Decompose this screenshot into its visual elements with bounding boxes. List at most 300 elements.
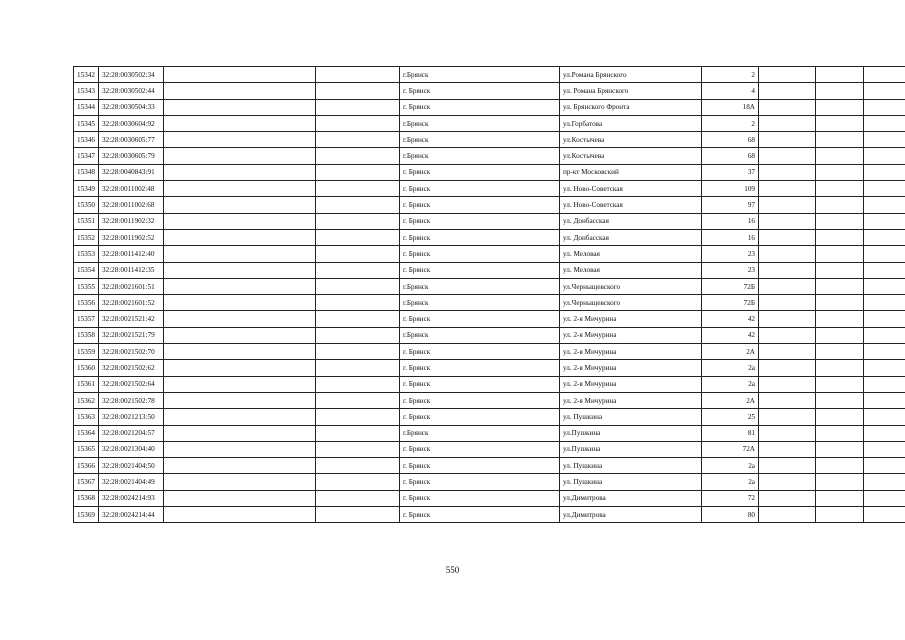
city-cell: г. Брянск — [400, 376, 560, 392]
empty-cell — [316, 148, 400, 164]
empty-cell — [864, 458, 905, 474]
street-cell: ул. 2-я Мичурина — [560, 344, 702, 360]
cadastral-number-cell: 32:28:0021304:40 — [99, 441, 164, 457]
city-cell: г.Брянск — [400, 295, 560, 311]
empty-cell — [816, 148, 864, 164]
empty-cell — [316, 327, 400, 343]
cadastral-number-cell: 32:28:0021213:50 — [99, 409, 164, 425]
house-number-cell: 2а — [702, 474, 759, 490]
empty-cell — [164, 67, 316, 83]
table-row — [74, 278, 905, 294]
empty-cell — [316, 181, 400, 197]
empty-cell — [816, 344, 864, 360]
empty-cell — [316, 213, 400, 229]
city-cell: г. Брянск — [400, 213, 560, 229]
cadastral-number-cell: 32:28:0021204:57 — [99, 425, 164, 441]
empty-cell — [164, 392, 316, 408]
house-number-cell: 25 — [702, 409, 759, 425]
empty-cell — [759, 83, 816, 99]
row-number-cell: 15368 — [74, 490, 99, 506]
city-cell: г.Брянск — [400, 115, 560, 131]
empty-cell — [759, 99, 816, 115]
street-cell: ул. 2-я Мичурина — [560, 392, 702, 408]
street-cell: ул.Пушкина — [560, 441, 702, 457]
house-number-cell: 4 — [702, 83, 759, 99]
empty-cell — [864, 392, 905, 408]
empty-cell — [864, 229, 905, 245]
row-number-cell: 15345 — [74, 115, 99, 131]
cadastral-number-cell: 32:28:0011002:68 — [99, 197, 164, 213]
empty-cell — [864, 360, 905, 376]
empty-cell — [316, 490, 400, 506]
empty-cell — [816, 327, 864, 343]
city-cell: г. Брянск — [400, 474, 560, 490]
city-cell: г.Брянск — [400, 148, 560, 164]
empty-cell — [164, 83, 316, 99]
house-number-cell: 23 — [702, 246, 759, 262]
row-number-cell: 15355 — [74, 278, 99, 294]
empty-cell — [816, 458, 864, 474]
cadastral-number-cell: 32:28:0024214:93 — [99, 490, 164, 506]
cadastral-number-cell: 32:28:0011902:32 — [99, 213, 164, 229]
table-row — [74, 458, 905, 474]
house-number-cell: 68 — [702, 132, 759, 148]
empty-cell — [864, 311, 905, 327]
cadastral-number-cell: 32:28:0011412:35 — [99, 262, 164, 278]
empty-cell — [864, 115, 905, 131]
street-cell: ул.Пушкина — [560, 425, 702, 441]
empty-cell — [864, 83, 905, 99]
house-number-cell: 37 — [702, 164, 759, 180]
city-cell: г. Брянск — [400, 311, 560, 327]
table-row — [74, 409, 905, 425]
cadastral-number-cell: 32:28:0021601:52 — [99, 295, 164, 311]
empty-cell — [164, 246, 316, 262]
street-cell: ул. Брянского Фронта — [560, 99, 702, 115]
street-cell: ул. 2-я Мичурина — [560, 311, 702, 327]
row-number-cell: 15346 — [74, 132, 99, 148]
row-number-cell: 15349 — [74, 181, 99, 197]
table-row — [74, 164, 905, 180]
empty-cell — [164, 327, 316, 343]
empty-cell — [816, 490, 864, 506]
empty-cell — [816, 229, 864, 245]
row-number-cell: 15365 — [74, 441, 99, 457]
cadastral-number-cell: 32:28:0021502:70 — [99, 344, 164, 360]
empty-cell — [759, 197, 816, 213]
empty-cell — [164, 99, 316, 115]
empty-cell — [816, 392, 864, 408]
empty-cell — [759, 490, 816, 506]
street-cell: ул. Меловая — [560, 246, 702, 262]
row-number-cell: 15352 — [74, 229, 99, 245]
empty-cell — [316, 246, 400, 262]
house-number-cell: 2 — [702, 115, 759, 131]
empty-cell — [759, 181, 816, 197]
cadastral-number-cell: 32:28:0030605:77 — [99, 132, 164, 148]
empty-cell — [164, 441, 316, 457]
empty-cell — [759, 360, 816, 376]
empty-cell — [759, 474, 816, 490]
row-number-cell: 15353 — [74, 246, 99, 262]
cadastral-number-cell: 32:28:0011902:52 — [99, 229, 164, 245]
empty-cell — [316, 507, 400, 523]
empty-cell — [864, 148, 905, 164]
table-row — [74, 490, 905, 506]
registry-table — [73, 66, 905, 523]
empty-cell — [759, 409, 816, 425]
table-row — [74, 132, 905, 148]
empty-cell — [864, 262, 905, 278]
row-number-cell: 15356 — [74, 295, 99, 311]
empty-cell — [759, 376, 816, 392]
empty-cell — [864, 409, 905, 425]
city-cell: г. Брянск — [400, 490, 560, 506]
table-row — [74, 311, 905, 327]
row-number-cell: 15351 — [74, 213, 99, 229]
house-number-cell: 2а — [702, 458, 759, 474]
cadastral-number-cell: 32:28:0030604:92 — [99, 115, 164, 131]
empty-cell — [816, 409, 864, 425]
empty-cell — [816, 115, 864, 131]
empty-cell — [164, 148, 316, 164]
row-number-cell: 15354 — [74, 262, 99, 278]
street-cell: ул. Пушкина — [560, 458, 702, 474]
city-cell: г. Брянск — [400, 164, 560, 180]
cadastral-number-cell: 32:28:0011412:40 — [99, 246, 164, 262]
empty-cell — [164, 278, 316, 294]
page-number: 550 — [445, 565, 460, 575]
city-cell: г. Брянск — [400, 83, 560, 99]
cadastral-number-cell: 32:28:0021601:51 — [99, 278, 164, 294]
street-cell: ул.Костычева — [560, 132, 702, 148]
empty-cell — [759, 278, 816, 294]
cadastral-number-cell: 32:28:0011002:48 — [99, 181, 164, 197]
empty-cell — [759, 344, 816, 360]
empty-cell — [164, 360, 316, 376]
table-row — [74, 327, 905, 343]
row-number-cell: 15344 — [74, 99, 99, 115]
city-cell: г. Брянск — [400, 441, 560, 457]
row-number-cell: 15360 — [74, 360, 99, 376]
table-row — [74, 181, 905, 197]
table-row — [74, 474, 905, 490]
empty-cell — [316, 425, 400, 441]
empty-cell — [759, 311, 816, 327]
city-cell: г. Брянск — [400, 360, 560, 376]
table-row — [74, 99, 905, 115]
city-cell: г. Брянск — [400, 344, 560, 360]
empty-cell — [816, 376, 864, 392]
empty-cell — [864, 164, 905, 180]
empty-cell — [816, 311, 864, 327]
empty-cell — [316, 229, 400, 245]
table-row — [74, 83, 905, 99]
empty-cell — [759, 213, 816, 229]
city-cell: г. Брянск — [400, 197, 560, 213]
empty-cell — [816, 197, 864, 213]
empty-cell — [316, 164, 400, 180]
empty-cell — [816, 132, 864, 148]
cadastral-number-cell: 32:28:0024214:44 — [99, 507, 164, 523]
house-number-cell: 2А — [702, 344, 759, 360]
empty-cell — [864, 246, 905, 262]
city-cell: г.Брянск — [400, 132, 560, 148]
house-number-cell: 109 — [702, 181, 759, 197]
table-row — [74, 344, 905, 360]
cadastral-number-cell: 32:28:0021521:79 — [99, 327, 164, 343]
city-cell: г. Брянск — [400, 392, 560, 408]
table-row — [74, 246, 905, 262]
empty-cell — [164, 229, 316, 245]
empty-cell — [759, 132, 816, 148]
empty-cell — [164, 474, 316, 490]
table-row — [74, 148, 905, 164]
empty-cell — [164, 164, 316, 180]
empty-cell — [316, 132, 400, 148]
street-cell: ул. Пушкина — [560, 474, 702, 490]
empty-cell — [759, 262, 816, 278]
city-cell: г. Брянск — [400, 458, 560, 474]
empty-cell — [759, 327, 816, 343]
empty-cell — [864, 507, 905, 523]
empty-cell — [759, 392, 816, 408]
empty-cell — [864, 376, 905, 392]
house-number-cell: 16 — [702, 213, 759, 229]
table-row — [74, 115, 905, 131]
empty-cell — [316, 344, 400, 360]
row-number-cell: 15358 — [74, 327, 99, 343]
empty-cell — [816, 360, 864, 376]
street-cell: ул.Димитрова — [560, 490, 702, 506]
empty-cell — [316, 115, 400, 131]
empty-cell — [864, 67, 905, 83]
table-row — [74, 67, 905, 83]
street-cell: ул.Черныщевского — [560, 278, 702, 294]
empty-cell — [164, 295, 316, 311]
street-cell: ул.Димитрова — [560, 507, 702, 523]
table-row — [74, 425, 905, 441]
house-number-cell: 2а — [702, 376, 759, 392]
empty-cell — [316, 360, 400, 376]
house-number-cell: 97 — [702, 197, 759, 213]
empty-cell — [864, 181, 905, 197]
empty-cell — [164, 376, 316, 392]
registry-table-body — [74, 67, 905, 523]
empty-cell — [164, 262, 316, 278]
empty-cell — [816, 295, 864, 311]
table-row — [74, 197, 905, 213]
house-number-cell: 42 — [702, 327, 759, 343]
city-cell: г. Брянск — [400, 409, 560, 425]
cadastral-number-cell: 32:28:0030504:33 — [99, 99, 164, 115]
street-cell: ул. Романа Брянского — [560, 83, 702, 99]
table-row — [74, 262, 905, 278]
street-cell: пр-кт Московский — [560, 164, 702, 180]
empty-cell — [864, 278, 905, 294]
cadastral-number-cell: 32:28:0030502:44 — [99, 83, 164, 99]
street-cell: ул. Донбасская — [560, 229, 702, 245]
empty-cell — [759, 458, 816, 474]
empty-cell — [864, 132, 905, 148]
city-cell: г. Брянск — [400, 246, 560, 262]
empty-cell — [164, 311, 316, 327]
empty-cell — [816, 507, 864, 523]
table-row — [74, 360, 905, 376]
house-number-cell: 72Б — [702, 295, 759, 311]
empty-cell — [316, 67, 400, 83]
empty-cell — [864, 295, 905, 311]
street-cell: ул. Донбасская — [560, 213, 702, 229]
city-cell: г. Брянск — [400, 99, 560, 115]
house-number-cell: 18А — [702, 99, 759, 115]
city-cell: г.Брянск — [400, 278, 560, 294]
street-cell: ул. Ново-Советская — [560, 197, 702, 213]
table-row — [74, 295, 905, 311]
cadastral-number-cell: 32:28:0021521:42 — [99, 311, 164, 327]
empty-cell — [316, 376, 400, 392]
empty-cell — [316, 83, 400, 99]
street-cell: ул.Романа Брянского — [560, 67, 702, 83]
empty-cell — [816, 278, 864, 294]
empty-cell — [816, 425, 864, 441]
empty-cell — [316, 311, 400, 327]
empty-cell — [316, 262, 400, 278]
empty-cell — [164, 213, 316, 229]
empty-cell — [164, 344, 316, 360]
empty-cell — [316, 295, 400, 311]
street-cell: ул.Горбатова — [560, 115, 702, 131]
city-cell: г. Брянск — [400, 262, 560, 278]
empty-cell — [759, 295, 816, 311]
empty-cell — [164, 115, 316, 131]
empty-cell — [316, 392, 400, 408]
empty-cell — [759, 67, 816, 83]
city-cell: г.Брянск — [400, 425, 560, 441]
cadastral-number-cell: 32:28:0021404:50 — [99, 458, 164, 474]
street-cell: ул. Ново-Советская — [560, 181, 702, 197]
street-cell: ул. Пушкина — [560, 409, 702, 425]
empty-cell — [816, 246, 864, 262]
row-number-cell: 15359 — [74, 344, 99, 360]
empty-cell — [164, 132, 316, 148]
cadastral-number-cell: 32:28:0021404:49 — [99, 474, 164, 490]
empty-cell — [316, 99, 400, 115]
house-number-cell: 42 — [702, 311, 759, 327]
empty-cell — [816, 474, 864, 490]
street-cell: ул.Черныщевского — [560, 295, 702, 311]
empty-cell — [164, 507, 316, 523]
city-cell: г. Брянск — [400, 181, 560, 197]
table-row — [74, 229, 905, 245]
empty-cell — [864, 425, 905, 441]
cadastral-number-cell: 32:28:0021502:64 — [99, 376, 164, 392]
cadastral-number-cell: 32:28:0030605:79 — [99, 148, 164, 164]
empty-cell — [759, 229, 816, 245]
row-number-cell: 15369 — [74, 507, 99, 523]
empty-cell — [864, 327, 905, 343]
empty-cell — [864, 213, 905, 229]
empty-cell — [759, 148, 816, 164]
city-cell: г.Брянск — [400, 327, 560, 343]
empty-cell — [164, 181, 316, 197]
cadastral-number-cell: 32:28:0030502:34 — [99, 67, 164, 83]
empty-cell — [816, 213, 864, 229]
table-row — [74, 392, 905, 408]
empty-cell — [864, 197, 905, 213]
empty-cell — [316, 474, 400, 490]
cadastral-number-cell: 32:28:0021502:78 — [99, 392, 164, 408]
street-cell: ул. Меловая — [560, 262, 702, 278]
row-number-cell: 15366 — [74, 458, 99, 474]
house-number-cell: 72Б — [702, 278, 759, 294]
row-number-cell: 15350 — [74, 197, 99, 213]
row-number-cell: 15357 — [74, 311, 99, 327]
empty-cell — [864, 441, 905, 457]
row-number-cell: 15361 — [74, 376, 99, 392]
table-row — [74, 376, 905, 392]
table-row — [74, 507, 905, 523]
house-number-cell: 23 — [702, 262, 759, 278]
empty-cell — [759, 246, 816, 262]
table-row — [74, 213, 905, 229]
empty-cell — [816, 441, 864, 457]
street-cell: ул. 2-я Мичурина — [560, 376, 702, 392]
house-number-cell: 2 — [702, 67, 759, 83]
empty-cell — [164, 425, 316, 441]
row-number-cell: 15347 — [74, 148, 99, 164]
city-cell: г.Брянск — [400, 67, 560, 83]
row-number-cell: 15348 — [74, 164, 99, 180]
row-number-cell: 15362 — [74, 392, 99, 408]
row-number-cell: 15363 — [74, 409, 99, 425]
cadastral-number-cell: 32:28:0040843:91 — [99, 164, 164, 180]
city-cell: г. Брянск — [400, 507, 560, 523]
row-number-cell: 15367 — [74, 474, 99, 490]
row-number-cell: 15342 — [74, 67, 99, 83]
empty-cell — [164, 197, 316, 213]
empty-cell — [164, 458, 316, 474]
empty-cell — [816, 262, 864, 278]
empty-cell — [759, 507, 816, 523]
street-cell: ул.Костычева — [560, 148, 702, 164]
street-cell: ул. 2-я Мичурина — [560, 327, 702, 343]
house-number-cell: 81 — [702, 425, 759, 441]
house-number-cell: 72 — [702, 490, 759, 506]
empty-cell — [316, 409, 400, 425]
empty-cell — [164, 490, 316, 506]
row-number-cell: 15364 — [74, 425, 99, 441]
empty-cell — [864, 99, 905, 115]
empty-cell — [816, 67, 864, 83]
empty-cell — [816, 181, 864, 197]
empty-cell — [816, 83, 864, 99]
empty-cell — [316, 278, 400, 294]
empty-cell — [816, 99, 864, 115]
row-number-cell: 15343 — [74, 83, 99, 99]
empty-cell — [864, 490, 905, 506]
empty-cell — [316, 197, 400, 213]
empty-cell — [759, 164, 816, 180]
empty-cell — [759, 441, 816, 457]
empty-cell — [759, 425, 816, 441]
city-cell: г. Брянск — [400, 229, 560, 245]
empty-cell — [164, 409, 316, 425]
house-number-cell: 68 — [702, 148, 759, 164]
empty-cell — [759, 115, 816, 131]
house-number-cell: 2А — [702, 392, 759, 408]
cadastral-number-cell: 32:28:0021502:62 — [99, 360, 164, 376]
